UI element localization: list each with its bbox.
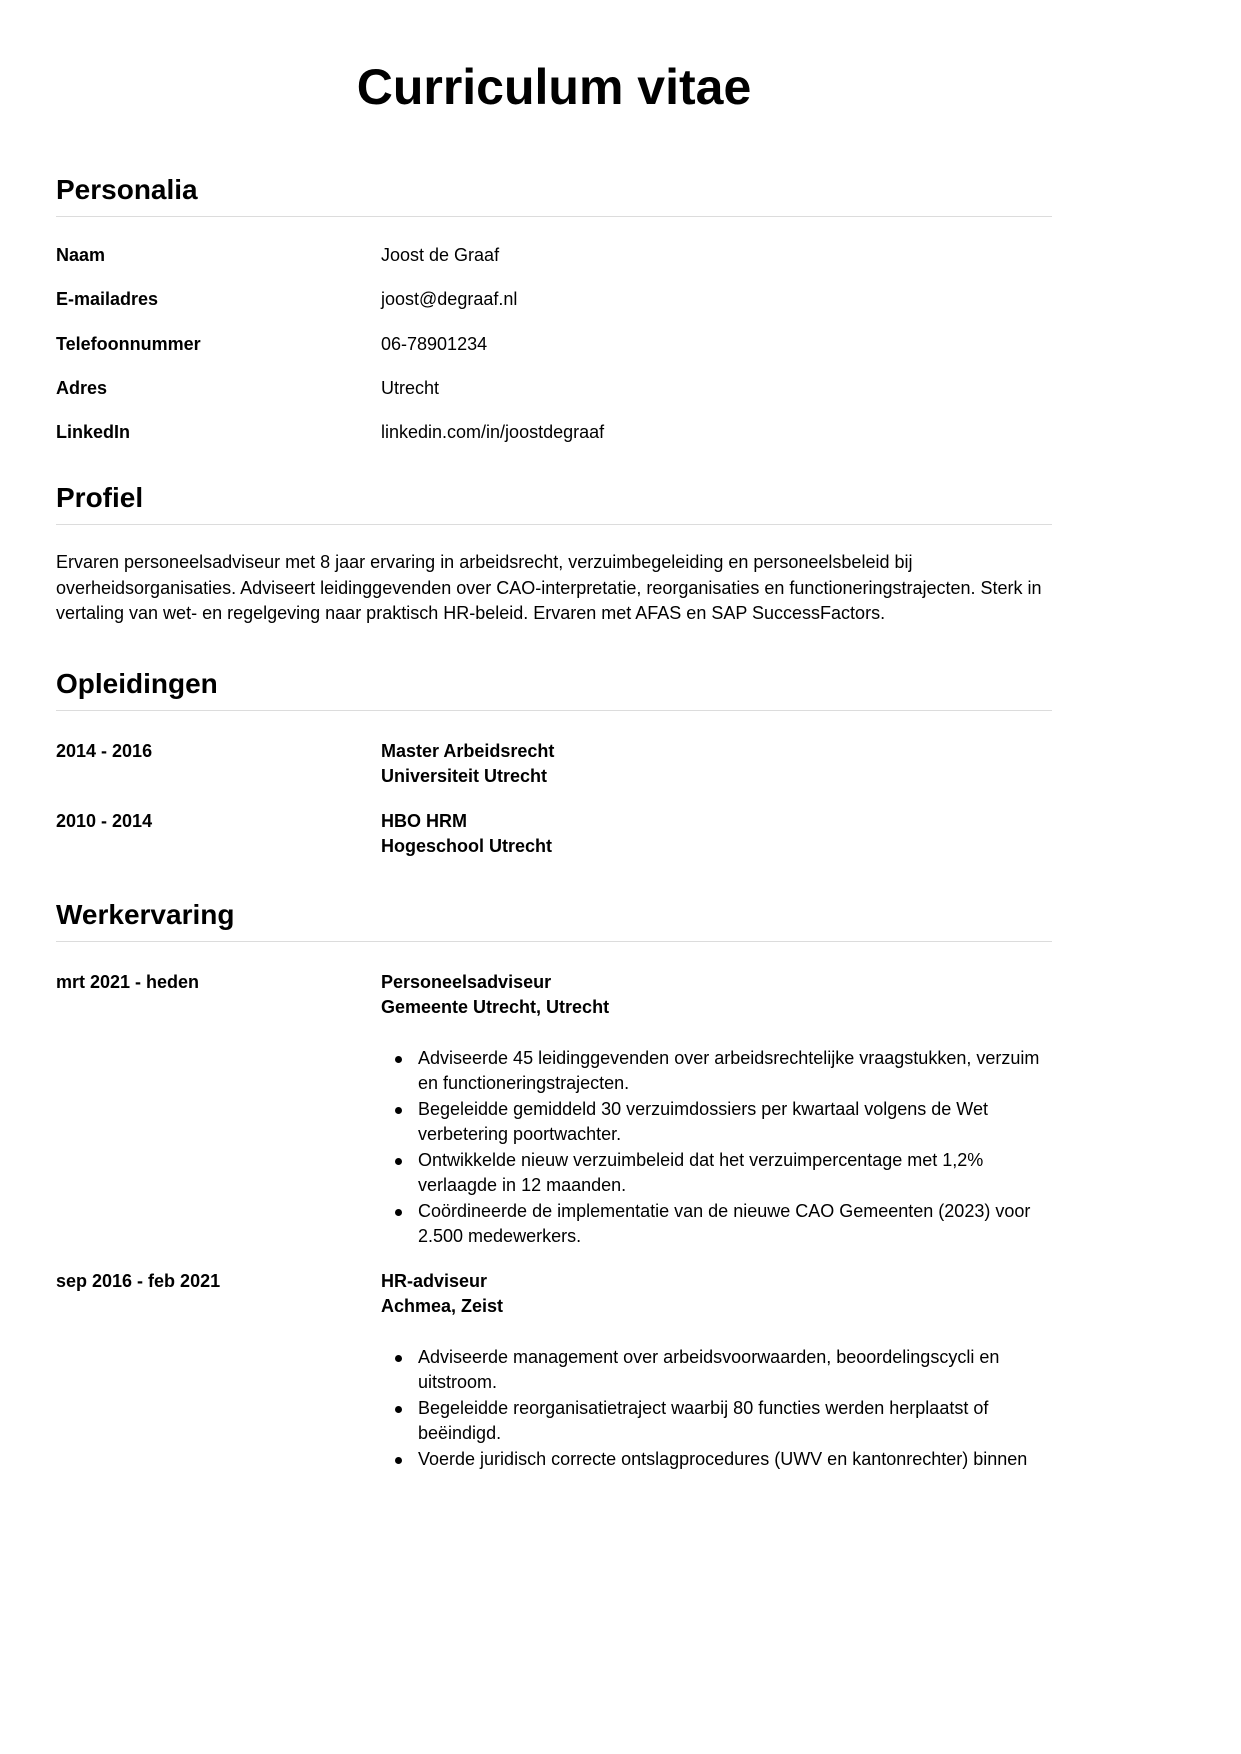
education-institution: Universiteit Utrecht (381, 766, 548, 787)
section-heading-profiel: Profiel (56, 481, 1052, 525)
job-period: sep 2016 - feb 2021 (56, 1270, 221, 1291)
job-bullet-list (381, 1345, 1052, 1473)
job-bullet: Begeleidde gemiddeld 30 verzuimdossiers per kwartaal volgens de Wet verbetering poortwachter. (418, 1097, 1052, 1148)
personalia-row-phone (56, 333, 1052, 355)
work-experience-list (56, 970, 1052, 1473)
job-title: HR-adviseur (381, 1270, 488, 1291)
profile-text: Ervaren personeelsadviseur met 8 jaar ervaring in arbeidsrecht, verzuimbegeleiding en personeelsbeleid bij overheidsorganisaties. Adviseert leidinggevenden over CAO-interpretatie, reorganisaties en functioneringstrajecten. Sterk in vertaling van wet- en regelgeving naar praktisch HR-beleid. Ervaren met AFAS en SAP SuccessFactors. (56, 552, 1042, 624)
job-bullet: Coördineerde de implementatie van de nieuwe CAO Gemeenten (2023) voor 2.500 medewerkers. (418, 1199, 1052, 1250)
personalia-value-address: Utrecht (381, 377, 440, 398)
personalia-row-email (56, 288, 1052, 310)
education-list (56, 739, 1052, 860)
job-bullet-list (381, 1046, 1052, 1250)
personalia-label: Naam (56, 245, 106, 265)
document-title: Curriculum vitae (356, 59, 752, 115)
education-item (56, 809, 1052, 860)
personalia-label: E-mailadres (56, 289, 159, 310)
education-details (381, 739, 1052, 790)
personalia-label: Adres (56, 377, 108, 398)
personalia-table (56, 244, 1052, 443)
personalia-row-linkedin (56, 421, 1052, 443)
personalia-value-name: Joost de Graaf (381, 245, 500, 265)
personalia-label: Telefoonnummer (56, 333, 201, 354)
education-item (56, 739, 1052, 790)
job-company: Achmea, Zeist (381, 1296, 504, 1317)
job-title: Personeelsadviseur (381, 971, 552, 992)
personalia-value-linkedin: linkedin.com/in/joostdegraaf (381, 422, 605, 443)
education-institution: Hogeschool Utrecht (381, 836, 553, 857)
job-details (381, 1269, 1052, 1473)
education-details (381, 809, 1052, 860)
job-details (381, 970, 1052, 1250)
section-heading-werkervaring: Werkervaring (56, 898, 1052, 942)
job-company: Gemeente Utrecht, Utrecht (381, 997, 610, 1018)
job-bullet: Adviseerde 45 leidinggevenden over arbeidsrechtelijke vraagstukken, verzuim en functioneringstrajecten. (418, 1046, 1052, 1097)
section-heading-opleidingen: Opleidingen (56, 667, 1052, 711)
job-bullet: Adviseerde management over arbeidsvoorwaarden, beoordelingscycli en uitstroom. (418, 1345, 1052, 1396)
job-period: mrt 2021 - heden (56, 971, 200, 992)
education-degree: Master Arbeidsrecht (381, 740, 555, 761)
work-experience-item (56, 970, 1052, 1250)
education-degree: HBO HRM (381, 810, 467, 831)
section-heading-personalia: Personalia (56, 173, 1052, 217)
job-bullet: Ontwikkelde nieuw verzuimbeleid dat het verzuimpercentage met 1,2% verlaagde in 12 maanden. (418, 1148, 1052, 1199)
education-period: 2010 - 2014 (56, 810, 153, 831)
personalia-value-phone: 06-78901234 (381, 333, 488, 354)
personalia-row-naam (56, 244, 1052, 266)
work-experience-item (56, 1269, 1052, 1473)
personalia-label: LinkedIn (56, 422, 131, 443)
job-bullet: Voerde juridisch correcte ontslagprocedures (UWV en kantonrechter) binnen (418, 1447, 1052, 1473)
education-period: 2014 - 2016 (56, 740, 153, 761)
job-bullet: Begeleidde reorganisatietraject waarbij 80 functies werden herplaatst of beëindigd. (418, 1396, 1052, 1447)
personalia-row-address (56, 377, 1052, 399)
personalia-value-email: joost@degraaf.nl (381, 289, 518, 310)
